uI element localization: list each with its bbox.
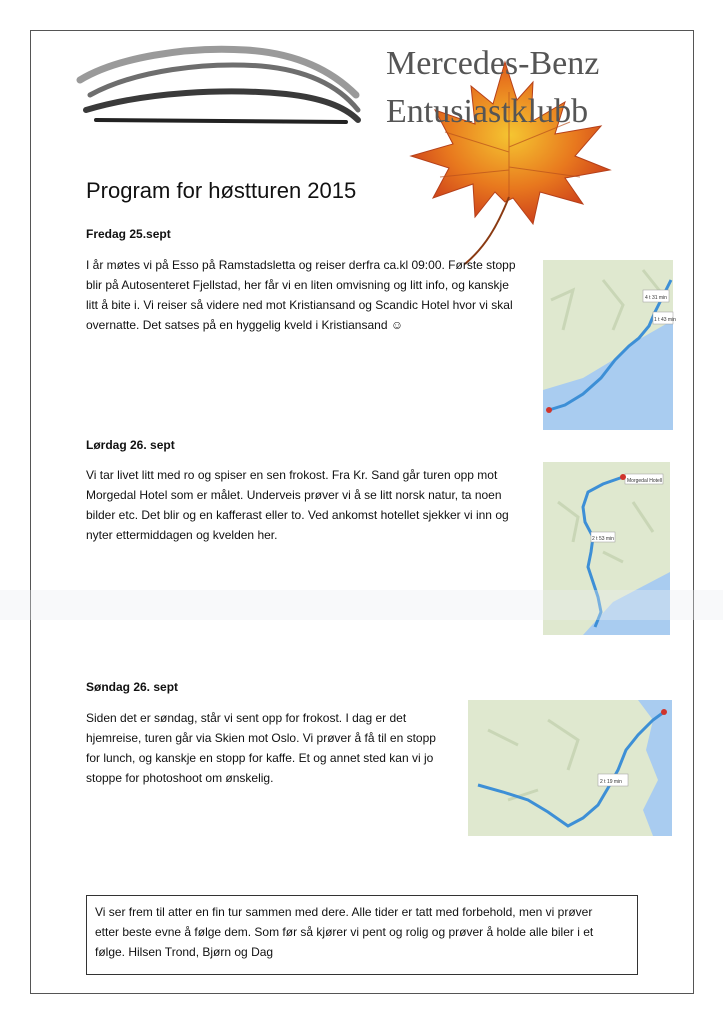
body-line: I år møtes vi på Esso på Ramstadsletta og reiser derfra ca.kl 09:00. Første stopp <box>86 258 516 272</box>
body-line: Siden det er søndag, står vi sent opp for frokost. I dag er det <box>86 711 407 725</box>
body-line: stoppe for photoshoot om ønskelig. <box>86 771 274 785</box>
day-heading-saturday: Lørdag 26. sept <box>86 438 175 452</box>
body-line: Morgedal Hotel som er målet. Underveis prøver vi å se litt norsk natur, ta noen <box>86 488 502 502</box>
body-line: blir på Autosenteret Fjellstad, her får vi en liten omvisning og litt info, og kanskje <box>86 278 509 292</box>
route-map-friday <box>543 260 676 430</box>
club-name-line1: Mercedes-Benz <box>386 45 600 82</box>
map-label: 2 t 19 min <box>600 779 622 785</box>
body-line: bilder etc. Det blir og en kafferast eller to. Ved ankomst hotellet sjekker vi inn og <box>86 508 509 522</box>
closing-line: Vi ser frem til atter en fin tur sammen med dere. Alle tider er tatt med forbehold, men vi prøver <box>95 905 593 919</box>
day-body-friday <box>86 255 516 335</box>
watermark-band <box>0 590 723 620</box>
club-name <box>386 40 599 136</box>
day-heading-sunday: Søndag 26. sept <box>86 680 179 694</box>
day-heading-friday: Fredag 25.sept <box>86 227 171 241</box>
closing-note-box <box>86 895 638 975</box>
map-label: 4 t 31 min <box>645 295 667 301</box>
day-body-saturday <box>86 465 509 545</box>
club-name-line2: Entusiastklubb <box>386 93 589 130</box>
body-line: nyter ettermiddagen og kvelden her. <box>86 528 278 542</box>
car-silhouette-icon <box>76 40 366 135</box>
map-label: 1 t 43 min <box>654 317 676 323</box>
day-body-sunday <box>86 708 436 788</box>
closing-line: følge. Hilsen Trond, Bjørn og Dag <box>95 945 274 959</box>
body-line: for lunch, og kanskje en stopp for kaffe. Et og annet sted kan vi jo <box>86 751 434 765</box>
body-line: litt å bite i. Vi reiser så videre ned mot Kristiansand og Scandic Hotel hvor vi skal <box>86 298 513 312</box>
body-line: Vi tar livet litt med ro og spiser en sen frokost. Fra Kr. Sand går turen opp mot <box>86 468 498 482</box>
body-line: hjemreise, turen går via Skien mot Oslo. Vi prøver å få til en stopp <box>86 731 436 745</box>
map-label: Morgedal Hotell <box>627 478 663 484</box>
body-line: overnatte. Det satses på en hyggelig kveld i Kristiansand ☺ <box>86 318 404 332</box>
route-map-sunday <box>468 700 672 836</box>
closing-line: etter beste evne å følge dem. Som før så kjører vi pent og rolig og prøver å holde alle biler i et <box>95 925 594 939</box>
map-label: 2 t 53 min <box>592 536 614 542</box>
page-title: Program for høstturen 2015 <box>86 178 357 203</box>
